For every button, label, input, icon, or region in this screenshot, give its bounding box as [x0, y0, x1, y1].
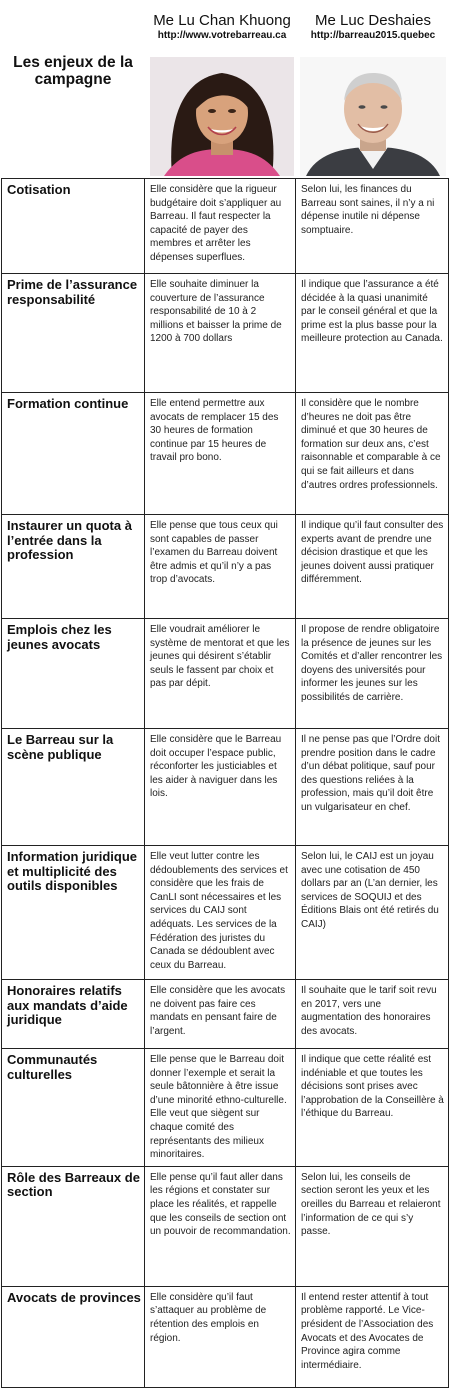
candidate-1-position: Elle considère que la rigueur budgétaire doit s’appliquer au Barreau. Il faut respecter la capacité de payer des membres et arrêter les dépenses superflues. — [145, 179, 296, 274]
row-topic: Le Barreau sur la scène publique — [2, 729, 145, 846]
candidate-1-position: Elle veut lutter contre les dédoublements des services et considère que les frais de CanLI sont nécessaires et les services du CAIJ sont adéquats. Les services de la Fédération des juristes du Canada se dédoublent avec ceux du Barreau. — [145, 846, 296, 980]
row-topic: Formation continue — [2, 393, 145, 515]
row-topic: Prime de l’assurance responsabilité — [2, 274, 145, 393]
table-row — [2, 1166, 449, 1286]
candidate-1-position: Elle voudrait améliorer le système de mentorat et que les jeunes qui désirent s’établir seuls le fassent par choix et pas par dépit. — [145, 619, 296, 729]
row-topic: Communautés culturelles — [2, 1049, 145, 1167]
candidate-1-position: Elle pense qu’il faut aller dans les régions et constater sur place les réalités, et rappelle que les conseils de section ont un pouvoir de recommandation. — [145, 1166, 296, 1286]
table-row — [2, 393, 449, 515]
table-row — [2, 980, 449, 1049]
comparison-table — [1, 178, 449, 1388]
candidate-2-photo — [300, 57, 446, 176]
table-row — [2, 274, 449, 393]
candidate-1-position: Elle souhaite diminuer la couverture de l’assurance responsabilité de 10 à 2 millions et baisser la prime de 1200 à 700 dollars — [145, 274, 296, 393]
table-row — [2, 846, 449, 980]
row-topic: Avocats de provinces — [2, 1286, 145, 1387]
candidate-1-url: http://www.votrebarreau.ca — [157, 30, 287, 41]
page-header — [0, 0, 450, 178]
candidate-2-name: Me Luc Deshaies — [315, 12, 431, 29]
row-topic: Instaurer un quota à l’entrée dans la profession — [2, 515, 145, 619]
candidate-1-position: Elle considère que les avocats ne doivent pas faire ces mandats en pensant faire de l’argent. — [145, 980, 296, 1049]
table-row — [2, 515, 449, 619]
candidate-2-position: Il propose de rendre obligatoire la présence de jeunes sur les Comités et d’aller rencontrer les doyens des universités pour informer les jeunes sur les possibilités de carrière. — [296, 619, 449, 729]
comparison-rows — [2, 179, 449, 1388]
row-topic: Emplois chez les jeunes avocats — [2, 619, 145, 729]
candidate-1-position: Elle pense que tous ceux qui sont capables de passer l’examen du Barreau doivent être admis et qu’il n’y a pas trop d’avocats. — [145, 515, 296, 619]
candidate-2-url: http://barreau2015.quebec — [310, 30, 436, 41]
candidate-1-position: Elle entend permettre aux avocats de remplacer 15 des 30 heures de formation continue par 15 heures de travail pro bono. — [145, 393, 296, 515]
candidate-2-position: Il indique que cette réalité est indéniable et que toutes les décisions sont prises avec l’approbation de la Conseillère à l’éthique du Barreau. — [296, 1049, 449, 1167]
candidate-2-position: Selon lui, le CAIJ est un joyau avec une cotisation de 450 dollars par an (L’an dernier, les services de SOQUIJ et des Éditions Blais ont été retirés du CAIJ) — [296, 846, 449, 980]
row-topic: Honoraires relatifs aux mandats d’aide juridique — [2, 980, 145, 1049]
table-row — [2, 179, 449, 274]
candidate-2-position: Il ne pense pas que l’Ordre doit prendre position dans le cadre d’un débat politique, sauf pour des questions reliées à la profession, mais qu’il doit être un vulgarisateur en chef. — [296, 729, 449, 846]
row-topic: Rôle des Barreaux de section — [2, 1166, 145, 1286]
candidate-2-position: Selon lui, les finances du Barreau sont saines, il n’y a ni dépense inutile ni dépense somptuaire. — [296, 179, 449, 274]
candidate-1-photo — [150, 57, 294, 176]
candidate-2-position: Il souhaite que le tarif soit revu en 2017, vers une augmentation des honoraires des avocats. — [296, 980, 449, 1049]
table-row — [2, 619, 449, 729]
candidate-1-heading — [148, 12, 296, 42]
table-row — [2, 729, 449, 846]
candidate-2-position: Il indique que l’assurance a été décidée à la quasi unanimité par le conseil général et que la prime est la plus basse pour la meilleure protection au Canada. — [296, 274, 449, 393]
table-row — [2, 1286, 449, 1387]
candidate-2-position: Il entend rester attentif à tout problème rapporté. Le Vice-président de l’Association des Avocats et des Avocates de Province agira comme intermédiaire. — [296, 1286, 449, 1387]
row-topic: Cotisation — [2, 179, 145, 274]
candidate-1-position: Elle considère que le Barreau doit occuper l’espace public, réconforter les justiciables et les aider à naviguer dans les lois. — [145, 729, 296, 846]
candidate-1-position: Elle considère qu’il faut s’attaquer au problème de rétention des emplois en région. — [145, 1286, 296, 1387]
candidate-2-position: Il indique qu’il faut consulter des experts avant de prendre une décision drastique et que les jeunes doivent aussi pratiquer différemment. — [296, 515, 449, 619]
table-row — [2, 1049, 449, 1167]
candidate-2-position: Il considère que le nombre d’heures ne doit pas être diminué et que 30 heures de formation sur deux ans, c’est raisonnable et comparable à ce qui se fait ailleurs et dans d’autres ordres professionnels. — [296, 393, 449, 515]
candidate-1-position: Elle pense que le Barreau doit donner l’exemple et serait la seule bâtonnière à être issue d’une minorité ethno-culturelle. Elle veut que siègent sur chaque comité des représentants des milieux minoritaires. — [145, 1049, 296, 1167]
candidate-1-name: Me Lu Chan Khuong — [153, 12, 291, 29]
candidate-2-position: Selon lui, les conseils de section seront les yeux et les oreilles du Barreau et relaieront l’information de ce qui s’y passe. — [296, 1166, 449, 1286]
candidate-2-heading — [298, 12, 448, 42]
page-title: Les enjeux de la campagne — [13, 54, 133, 88]
row-topic: Information juridique et multiplicité des outils disponibles — [2, 846, 145, 980]
